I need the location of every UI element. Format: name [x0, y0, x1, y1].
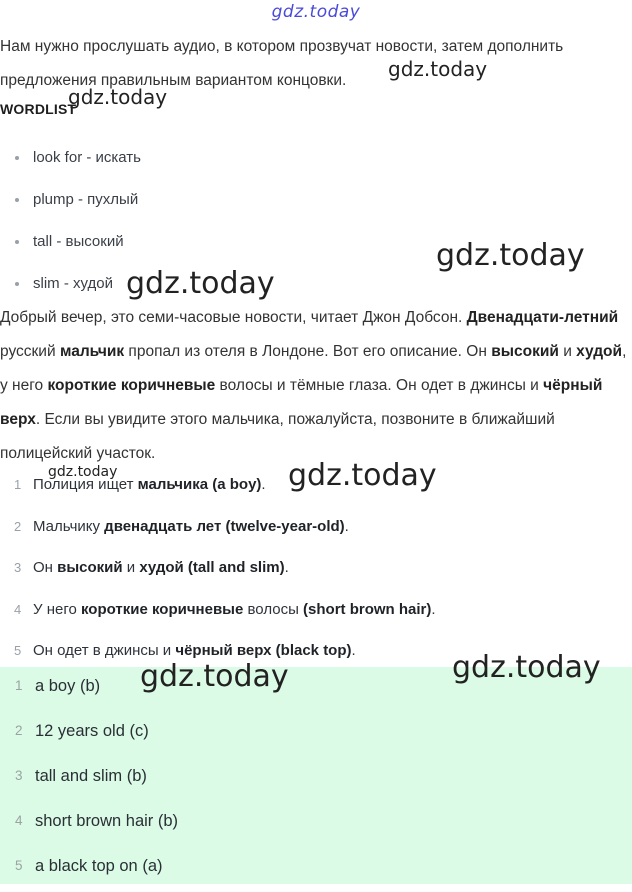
answer-text: . [431, 600, 436, 618]
item-number: 5 [14, 643, 22, 658]
answer-text: волосы [243, 600, 304, 618]
answer-text: и [122, 559, 140, 576]
answer-text: Он одет в джинсы и [33, 642, 176, 659]
answer-bold: мальчика (a boy) [137, 476, 262, 493]
answer-text: Он [33, 559, 58, 576]
answer-bold: двенадцать лет (twelve-year-old) [104, 517, 345, 535]
story-bold: худой [576, 343, 623, 360]
answer-text: tall and slim (b) [35, 767, 147, 785]
word-label: look for - искать [33, 149, 141, 166]
story-bold: мальчик [59, 343, 125, 360]
item-number: 2 [15, 723, 23, 738]
answer-text: Мальчику [33, 517, 105, 535]
answer-text: 12 years old (c) [35, 722, 149, 740]
answer-text: short brown hair (b) [35, 812, 179, 830]
story-text: волосы и тёмные глаза. Он одет в джинсы и [215, 377, 544, 394]
story-bold: Двенадцати-летний [466, 309, 619, 326]
answer-text: . [284, 559, 289, 576]
list-item [0, 757, 632, 802]
answer-text: . [261, 476, 266, 493]
watermark: gdz.today [48, 464, 118, 480]
watermark: gdz.today [68, 85, 168, 109]
intro-paragraph: Нам нужно прослушать аудио, в котором прозвучат новости, затем дополнить предложения правильным вариантом концовки. [0, 38, 564, 89]
list-item [0, 552, 630, 594]
answer-text: a boy (b) [35, 677, 101, 695]
watermark: gdz.today [388, 57, 488, 81]
wordlist-heading: WORDLIST [0, 101, 77, 117]
answer-bold: высокий [57, 559, 123, 576]
answer-bold: короткие коричневые [80, 600, 244, 618]
list-item [0, 145, 400, 187]
answer-text: . [351, 642, 356, 659]
list-item [0, 229, 400, 271]
bullet-icon [15, 240, 19, 244]
list-item [0, 712, 632, 757]
story-text: , у него [0, 343, 627, 394]
item-number: 2 [14, 518, 22, 534]
watermark: gdz.today [140, 659, 289, 694]
completed-sentences [0, 469, 630, 677]
answer-bold: чёрный верх (black top) [175, 642, 352, 659]
answer-text: a black top on (a) [35, 857, 163, 875]
story-text: Добрый вечер, это семи-часовые новости, читает Джон Добсон. [0, 309, 467, 326]
story-bold: короткие коричневые [47, 377, 216, 394]
list-item [0, 511, 630, 553]
story-text: и [558, 343, 577, 360]
watermark: gdz.today [126, 266, 275, 301]
item-number: 4 [15, 813, 23, 828]
item-number: 1 [14, 477, 22, 492]
item-number: 1 [15, 678, 23, 693]
story-text: пропал из отеля в Лондоне. Вот его описание. Он [124, 343, 492, 360]
word-label: tall - высокий [33, 233, 124, 250]
answer-bold: худой (tall and slim) [139, 559, 285, 576]
item-number: 5 [15, 858, 23, 873]
site-watermark: gdz.today [271, 2, 361, 22]
bullet-icon [15, 282, 19, 286]
list-item [0, 187, 400, 229]
item-number: 3 [15, 768, 23, 783]
answer-text: У него [33, 600, 81, 618]
answer-text: Полиция ищет [33, 476, 138, 493]
bullet-icon [15, 156, 19, 160]
watermark: gdz.today [452, 650, 601, 685]
story-bold: высокий [491, 343, 559, 360]
item-number: 4 [14, 601, 22, 617]
list-item [0, 802, 632, 847]
item-number: 3 [14, 560, 22, 575]
watermark: gdz.today [436, 238, 585, 273]
story-bold: чёрный верх [0, 377, 603, 428]
story-paragraph [0, 301, 630, 471]
watermark: gdz.today [288, 458, 437, 493]
answer-text: . [344, 517, 349, 535]
story-text: русский [0, 343, 60, 360]
word-label: plump - пухлый [33, 191, 139, 208]
word-label: slim - худой [33, 275, 113, 292]
answer-box [0, 667, 632, 884]
story-text: . Если вы увидите этого мальчика, пожалуйста, позвоните в ближайший полицейский участок. [0, 411, 555, 462]
list-item [0, 847, 632, 892]
list-item [0, 594, 630, 636]
bullet-icon [15, 198, 19, 202]
answer-bold: (short brown hair) [303, 600, 432, 618]
